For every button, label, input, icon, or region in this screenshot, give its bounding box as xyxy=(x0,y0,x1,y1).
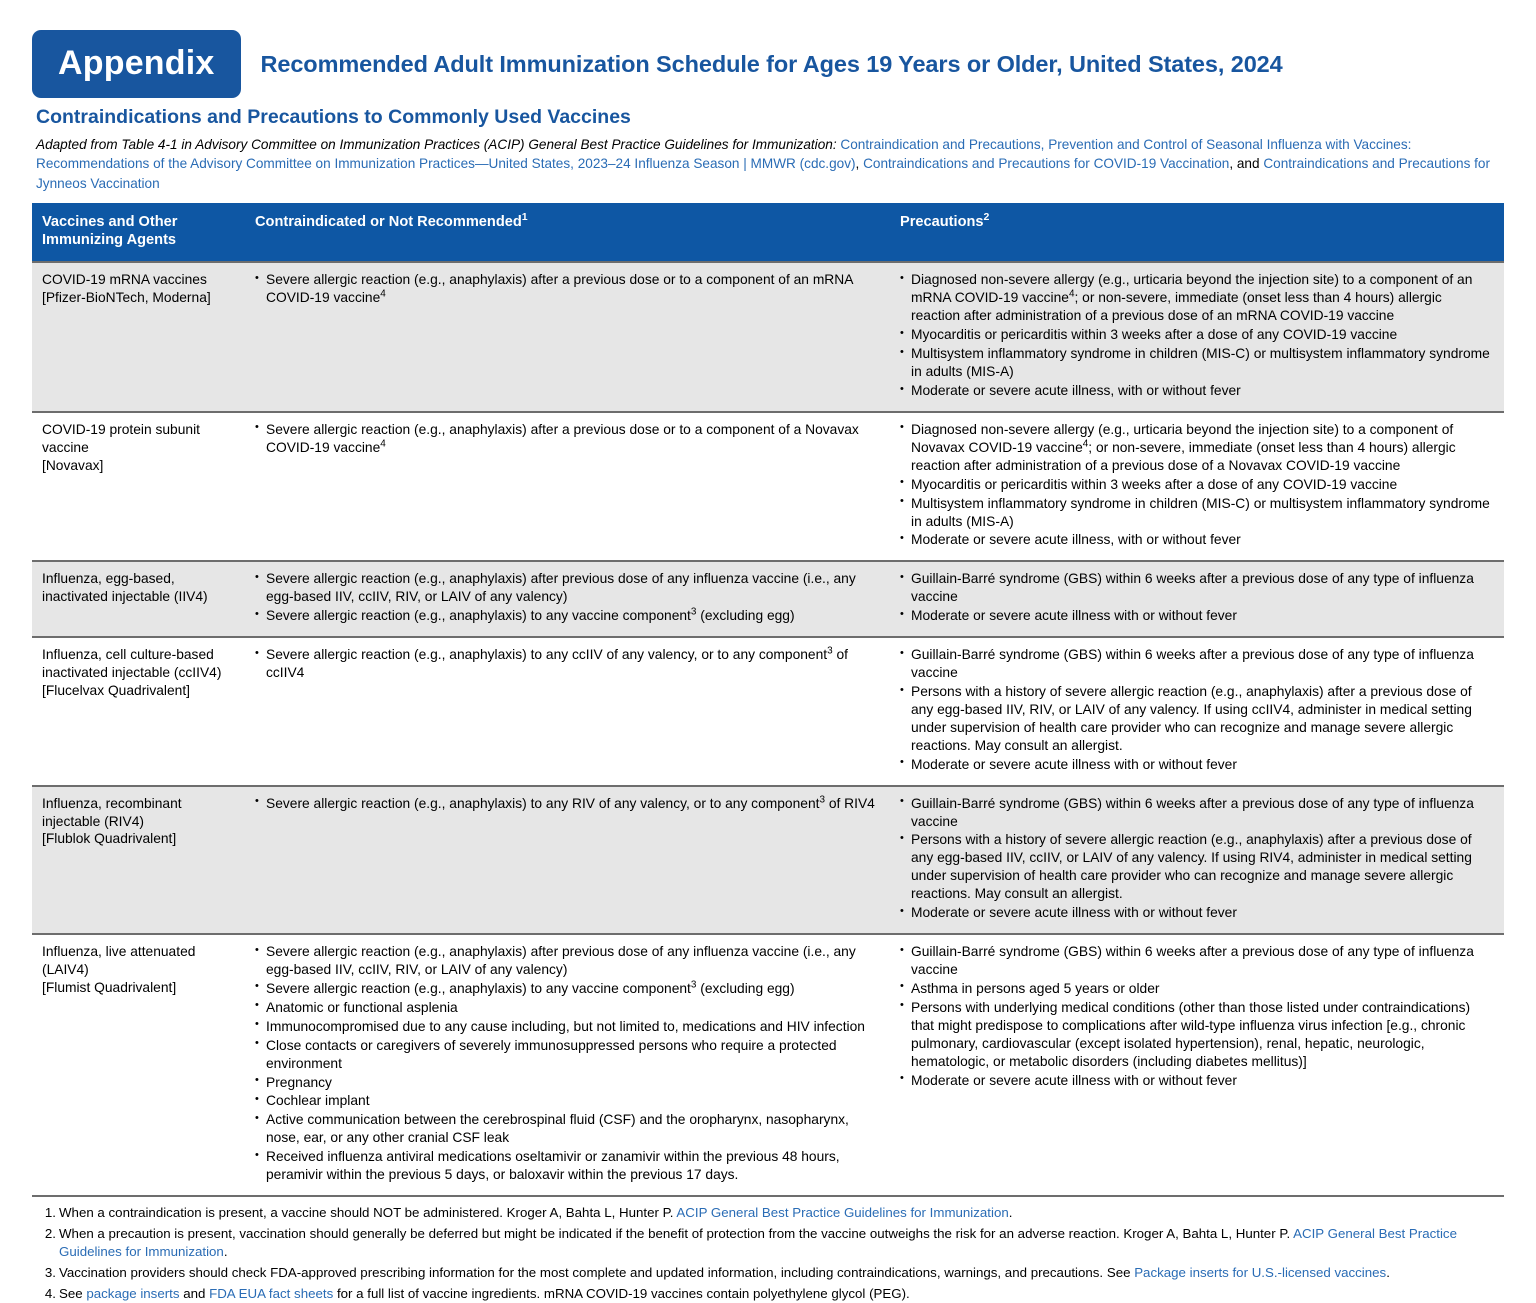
footnote-text: See xyxy=(59,1286,87,1302)
precaution-item: • Diagnosed non-severe allergy (e.g., urticaria beyond the injection site) to a component of an mRNA COVID-19 vaccine$^4$; or non-severe, immediate (onset less than 4 hours) allergic reaction after administration of a previous dose of an mRNA COVID-19 vaccine xyxy=(900,271,1494,325)
contraindication-item: • Immunocompromised due to any cause including, but not limited to, medications and HIV infection xyxy=(255,1018,880,1036)
table-header-row xyxy=(32,203,1504,263)
contraindications-list xyxy=(255,271,880,307)
table-row xyxy=(32,786,1504,934)
vaccine-agent-name: Influenza, recombinant injectable (RIV4) [Flublok Quadrivalent] xyxy=(42,795,182,847)
footnote-text: and xyxy=(179,1286,210,1302)
cell-precautions xyxy=(890,786,1504,934)
footnotes-section xyxy=(32,1195,1504,1303)
column-header-precautions-label: Precautions xyxy=(900,213,984,230)
contraindications-list xyxy=(255,570,880,625)
vaccine-agent-name: COVID-19 mRNA vaccines [Pfizer-BioNTech, Moderna] xyxy=(42,272,211,306)
contraindication-item: • Active communication between the cerebrospinal fluid (CSF) and the oropharynx, nasopharynx, nose, ear, or any other cranial CSF leak xyxy=(255,1111,880,1147)
adapted-italic-lead: Adapted from Table 4-1 in Advisory Committee on Immunization Practices (ACIP) General Best Practice Guidelines for Immunization: xyxy=(36,137,837,152)
footnote-link[interactable]: package inserts xyxy=(86,1286,180,1302)
footnote-text: . xyxy=(1008,1205,1013,1221)
cell-precautions xyxy=(890,637,1504,785)
precautions-list xyxy=(900,421,1494,549)
precaution-item: • Guillain-Barré syndrome (GBS) within 6 weeks after a previous dose of any type of influenza vaccine xyxy=(900,570,1494,606)
cell-vaccine-agent xyxy=(32,786,245,934)
footnote-number: 2. xyxy=(44,1226,56,1242)
footnote-item xyxy=(32,1264,1504,1282)
cell-vaccine-agent xyxy=(32,412,245,561)
precaution-item: • Persons with a history of severe allergic reaction (e.g., anaphylaxis) after a previous dose of any egg-based IIV, RIV, or LAIV of any valency. If using ccIIV4, administer in medical setting under supervision of health care provider who can recognize and manage severe allergic reactions. May consult an allergist. xyxy=(900,683,1494,755)
cell-precautions xyxy=(890,561,1504,637)
table-head xyxy=(32,203,1504,263)
vaccine-agent-name: Influenza, egg-based, inactivated injectable (IIV4) xyxy=(42,571,208,605)
cell-contraindications xyxy=(245,934,890,1195)
precaution-item: • Persons with underlying medical conditions (other than those listed under contraindications) that might predispose to complications after wild-type influenza virus infection [e.g., chronic pulmonary, cardiovascular (except isolated hypertension), renal, hepatic, neurologic, hematologic, or metabolic disorders (including diabetes mellitus)] xyxy=(900,999,1494,1071)
appendix-badge: Appendix xyxy=(32,30,241,98)
footnote-text: Vaccination providers should check FDA-approved prescribing information for the most complete and updated information, including contraindications, warnings, and precautions. See xyxy=(59,1265,1135,1281)
vaccine-agent-name: Influenza, live attenuated (LAIV4) [Flumist Quadrivalent] xyxy=(42,944,196,995)
adapted-link-acip-influenza[interactable]: Contraindication and Precautions, Prevention and Control of Seasonal Influenza with Vaccines: Recommendations of the Advisory Committee on Immunization Practices—United States, 2023–24 Influenza Season | MMWR (cdc.gov) xyxy=(36,137,1412,172)
precaution-item: • Myocarditis or pericarditis within 3 weeks after a dose of any COVID-19 vaccine xyxy=(900,326,1494,344)
contraindications-table xyxy=(32,203,1504,1195)
cell-vaccine-agent xyxy=(32,637,245,785)
vaccine-agent-name: COVID-19 protein subunit vaccine [Novavax] xyxy=(42,421,200,473)
table-row xyxy=(32,412,1504,561)
contraindications-list xyxy=(255,646,880,682)
contraindication-item: • Severe allergic reaction (e.g., anaphylaxis) after previous dose of any influenza vaccine (i.e., any egg-based IIV, ccIIV, RIV, or LAIV of any valency) xyxy=(255,943,880,979)
precaution-item: • Multisystem inflammatory syndrome in children (MIS-C) or multisystem inflammatory syndrome in adults (MIS-A) xyxy=(900,345,1494,381)
precautions-list xyxy=(900,570,1494,625)
contraindication-item: • Severe allergic reaction (e.g., anaphylaxis) to any vaccine component$^3$ (excluding egg) xyxy=(255,607,880,625)
contraindication-item: • Severe allergic reaction (e.g., anaphylaxis) to any ccIIV of any valency, or to any component$^3$ of ccIIV4 xyxy=(255,646,880,682)
precaution-item: • Guillain-Barré syndrome (GBS) within 6 weeks after a previous dose of any type of influenza vaccine xyxy=(900,646,1494,682)
cell-vaccine-agent xyxy=(32,561,245,637)
precaution-item: • Multisystem inflammatory syndrome in children (MIS-C) or multisystem inflammatory syndrome in adults (MIS-A) xyxy=(900,495,1494,531)
column-header-contraindicated-note: 1 xyxy=(521,211,528,224)
precaution-item: • Moderate or severe acute illness with or without fever xyxy=(900,607,1494,625)
precautions-list xyxy=(900,943,1494,1089)
precaution-item: • Guillain-Barré syndrome (GBS) within 6 weeks after a previous dose of any type of influenza vaccine xyxy=(900,943,1494,979)
column-header-contraindicated xyxy=(245,203,890,263)
cell-precautions xyxy=(890,934,1504,1195)
precaution-item: • Moderate or severe acute illness, with or without fever xyxy=(900,382,1494,400)
contraindication-item: • Pregnancy xyxy=(255,1074,880,1092)
table-body xyxy=(32,262,1504,1195)
precaution-item: • Persons with a history of severe allergic reaction (e.g., anaphylaxis) after a previous dose of any egg-based IIV, ccIIV, or LAIV of any valency. If using RIV4, administer in medical setting under supervision of health care provider who can recognize and manage severe allergic reactions. May consult an allergist. xyxy=(900,831,1494,903)
precaution-item: • Myocarditis or pericarditis within 3 weeks after a dose of any COVID-19 vaccine xyxy=(900,476,1494,494)
footnote-text: . xyxy=(223,1244,228,1260)
vaccine-agent-name: Influenza, cell culture-based inactivated injectable (ccIIV4) [Flucelvax Quadrivalent] xyxy=(42,647,222,698)
precaution-item: • Moderate or severe acute illness with or without fever xyxy=(900,1072,1494,1090)
column-header-contraindicated-label: Contraindicated or Not Recommended xyxy=(255,213,522,230)
footnote-text: for a full list of vaccine ingredients. mRNA COVID-19 vaccines contain polyethylene glycol (PEG). xyxy=(333,1286,910,1302)
adapted-link-jynneos[interactable]: Contraindications and Precautions for Jynneos Vaccination xyxy=(36,156,1491,191)
section-title: Contraindications and Precautions to Commonly Used Vaccines xyxy=(36,106,631,128)
footnote-number: 1. xyxy=(44,1205,56,1221)
footnote-item xyxy=(32,1225,1504,1261)
cell-contraindications xyxy=(245,262,890,411)
column-header-vaccines xyxy=(32,203,245,263)
precaution-item: • Moderate or severe acute illness with or without fever xyxy=(900,904,1494,922)
table-row xyxy=(32,934,1504,1195)
precautions-list xyxy=(900,795,1494,922)
footnote-item xyxy=(32,1204,1504,1222)
column-header-precautions xyxy=(890,203,1504,263)
precautions-list xyxy=(900,271,1494,399)
precautions-list xyxy=(900,646,1494,773)
footnote-number: 3. xyxy=(44,1265,56,1281)
column-header-vaccines-line1: Vaccines and Other xyxy=(42,213,178,230)
footnote-item xyxy=(32,1285,1504,1303)
cell-precautions xyxy=(890,412,1504,561)
contraindication-item: • Severe allergic reaction (e.g., anaphylaxis) after a previous dose or to a component of a Novavax COVID-19 vaccine$^4$ xyxy=(255,421,880,457)
column-header-precautions-note: 2 xyxy=(983,211,990,224)
contraindication-item: • Severe allergic reaction (e.g., anaphylaxis) to any vaccine component$^3$ (excluding egg) xyxy=(255,980,880,998)
table-row xyxy=(32,637,1504,785)
footnote-text: . xyxy=(1386,1265,1390,1281)
adapted-from-note xyxy=(36,135,1504,193)
footnote-link[interactable]: FDA EUA fact sheets xyxy=(209,1286,334,1302)
contraindication-item: • Severe allergic reaction (e.g., anaphylaxis) after a previous dose or to a component of an mRNA COVID-19 vaccine$^4$ xyxy=(255,271,880,307)
contraindication-item: • Anatomic or functional asplenia xyxy=(255,999,880,1017)
footnote-link[interactable]: ACIP General Best Practice Guidelines for Immunization xyxy=(59,1226,1457,1260)
table-row xyxy=(32,561,1504,637)
contraindications-list xyxy=(255,421,880,457)
precaution-item: • Moderate or severe acute illness with or without fever xyxy=(900,756,1494,774)
footnotes-list xyxy=(32,1204,1504,1303)
footnote-text: When a precaution is present, vaccination should generally be deferred but might be indicated if the benefit of protection from the vaccine outweighs the risk for an adverse reaction. Kroger A, Bahta L, Hunter P. xyxy=(59,1226,1294,1242)
precaution-item: • Diagnosed non-severe allergy (e.g., urticaria beyond the injection site) to a component of Novavax COVID-19 vaccine$^4$; or non-severe, immediate (onset less than 4 hours) allergic reaction after administration of a previous dose of a Novavax COVID-19 vaccine xyxy=(900,421,1494,475)
contraindication-item: • Severe allergic reaction (e.g., anaphylaxis) after previous dose of any influenza vaccine (i.e., any egg-based IIV, ccIIV, RIV, or LAIV of any valency) xyxy=(255,570,880,606)
cell-contraindications xyxy=(245,637,890,785)
precaution-item: • Asthma in persons aged 5 years or older xyxy=(900,980,1494,998)
contraindications-list xyxy=(255,795,880,813)
cell-contraindications xyxy=(245,561,890,637)
adapted-sep-1: , xyxy=(855,156,864,172)
title-row xyxy=(32,30,1504,98)
precaution-item: • Moderate or severe acute illness, with or without fever xyxy=(900,531,1494,549)
cell-contraindications xyxy=(245,786,890,934)
footnote-number: 4. xyxy=(44,1286,56,1302)
adapted-sep-2: , and xyxy=(1229,156,1264,172)
footnote-link[interactable]: Package inserts for U.S.-licensed vaccines xyxy=(1134,1265,1387,1281)
contraindications-list xyxy=(255,943,880,1184)
table-row xyxy=(32,262,1504,411)
contraindication-item: • Severe allergic reaction (e.g., anaphylaxis) to any RIV of any valency, or to any component$^3$ of RIV4 xyxy=(255,795,880,813)
adapted-link-covid[interactable]: Contraindications and Precautions for COVID-19 Vaccination xyxy=(863,156,1230,172)
contraindication-item: • Cochlear implant xyxy=(255,1092,880,1110)
contraindication-item: • Close contacts or caregivers of severely immunosuppressed persons who require a protected environment xyxy=(255,1037,880,1073)
page-title: Recommended Adult Immunization Schedule for Ages 19 Years or Older, United States, 2024 xyxy=(260,50,1283,77)
footnote-link[interactable]: ACIP General Best Practice Guidelines for Immunization xyxy=(676,1205,1009,1221)
column-header-vaccines-line2: Immunizing Agents xyxy=(42,231,177,248)
cell-vaccine-agent xyxy=(32,262,245,411)
cell-contraindications xyxy=(245,412,890,561)
contraindication-item: • Received influenza antiviral medications oseltamivir or zanamivir within the previous 48 hours, peramivir within the previous 5 days, or baloxavir within the previous 17 days. xyxy=(255,1148,880,1184)
cell-precautions xyxy=(890,262,1504,411)
cell-vaccine-agent xyxy=(32,934,245,1195)
precaution-item: • Guillain-Barré syndrome (GBS) within 6 weeks after a previous dose of any type of influenza vaccine xyxy=(900,795,1494,831)
footnote-text: When a contraindication is present, a vaccine should NOT be administered. Kroger A, Bahta L, Hunter P. xyxy=(59,1205,677,1221)
